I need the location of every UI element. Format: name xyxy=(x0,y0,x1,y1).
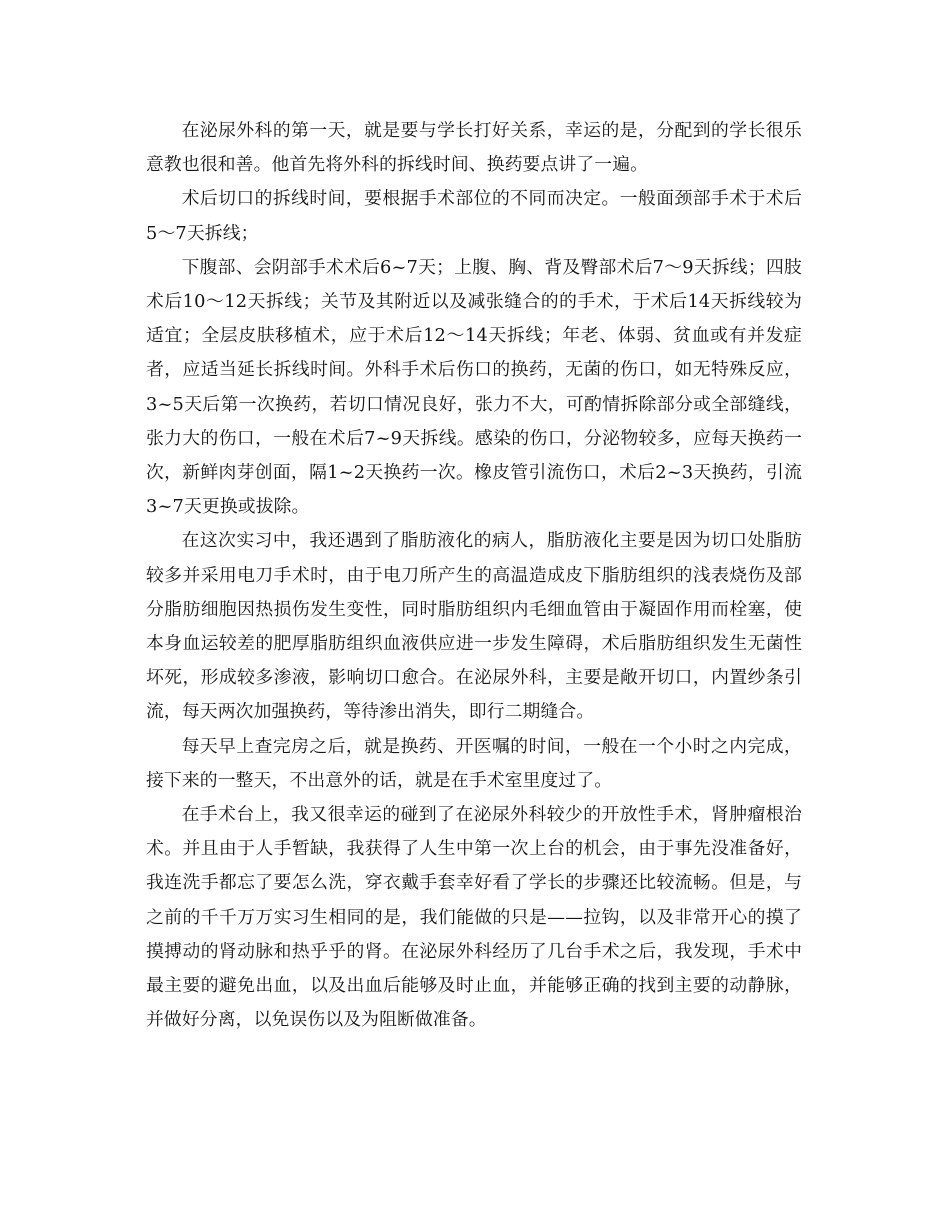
paragraph-surgery-experience: 在手术台上，我又很幸运的碰到了在泌尿外科较少的开放性手术，肾肿瘤根治术。并且由于人手暂缺，我获得了人生中第一次上台的机会，由于事先没准备好，我连洗手都忘了要怎么洗，穿衣戴手套幸好看了学长的步骤还比较流畅。但是，与之前的千千万万实习生相同的是，我们能做的只是——拉钩，以及非常开心的摸了摸搏动的肾动脉和热乎乎的肾。在泌尿外科经历了几台手术之后，我发现，手术中最主要的避免出血，以及出血后能够及时止血，并能够正确的找到主要的动静脉，并做好分离，以免误伤以及为阻断做准备。 xyxy=(146,804,802,1031)
paragraph-first-day: 在泌尿外科的第一天，就是要与学长打好关系，幸运的是，分配到的学长很乐意教也很和善。他首先将外科的拆线时间、换药要点讲了一遍。 xyxy=(146,120,802,176)
paragraph-fat-liquefaction: 在这次实习中，我还遇到了脂肪液化的病人，脂肪液化主要是因为切口处脂肪较多并采用电刀手术时，由于电刀所产生的高温造成皮下脂肪组织的浅表烧伤及部分脂肪细胞因热损伤发生变性，同时脂肪组织内毛细血管由于凝固作用而栓塞，使本身血运较差的肥厚脂肪组织血液供应进一步发生障碍，术后脂肪组织发生无菌性坏死，形成较多渗液，影响切口愈合。在泌尿外科，主要是敞开切口，内置纱条引流，每天两次加强换药，等待渗出消失，即行二期缝合。 xyxy=(146,530,802,723)
paragraph-suture-removal-details: 下腹部、会阴部手术术后6~7天；上腹、胸、背及臀部术后7～9天拆线；四肢术后10～12天拆线；关节及其附近以及减张缝合的的手术，于术后14天拆线较为适宜；全层皮肤移植术，应于术后12～14天拆线；年老、体弱、贫血或有并发症者，应适当延长拆线时间。外科手术后伤口的换药，无菌的伤口，如无特殊反应，3~5天后第一次换药，若切口情况良好，张力不大，可酌情拆除部分或全部缝线，张力大的伤口，一般在术后7~9天拆线。感染的伤口，分泌物较多，应每天换药一次，新鲜肉芽创面，隔1~2天换药一次。橡皮管引流伤口，术后2~3天换药，引流3~7天更换或拔除。 xyxy=(146,256,802,518)
document-body xyxy=(146,114,802,1037)
paragraph-suture-removal-time: 术后切口的拆线时间，要根据手术部位的不同而决定。一般面颈部手术于术后5～7天拆线； xyxy=(146,188,802,244)
paragraph-daily-routine: 每天早上查完房之后，就是换药、开医嘱的时间，一般在一个小时之内完成，接下来的一整天，不出意外的话，就是在手术室里度过了。 xyxy=(146,735,802,791)
